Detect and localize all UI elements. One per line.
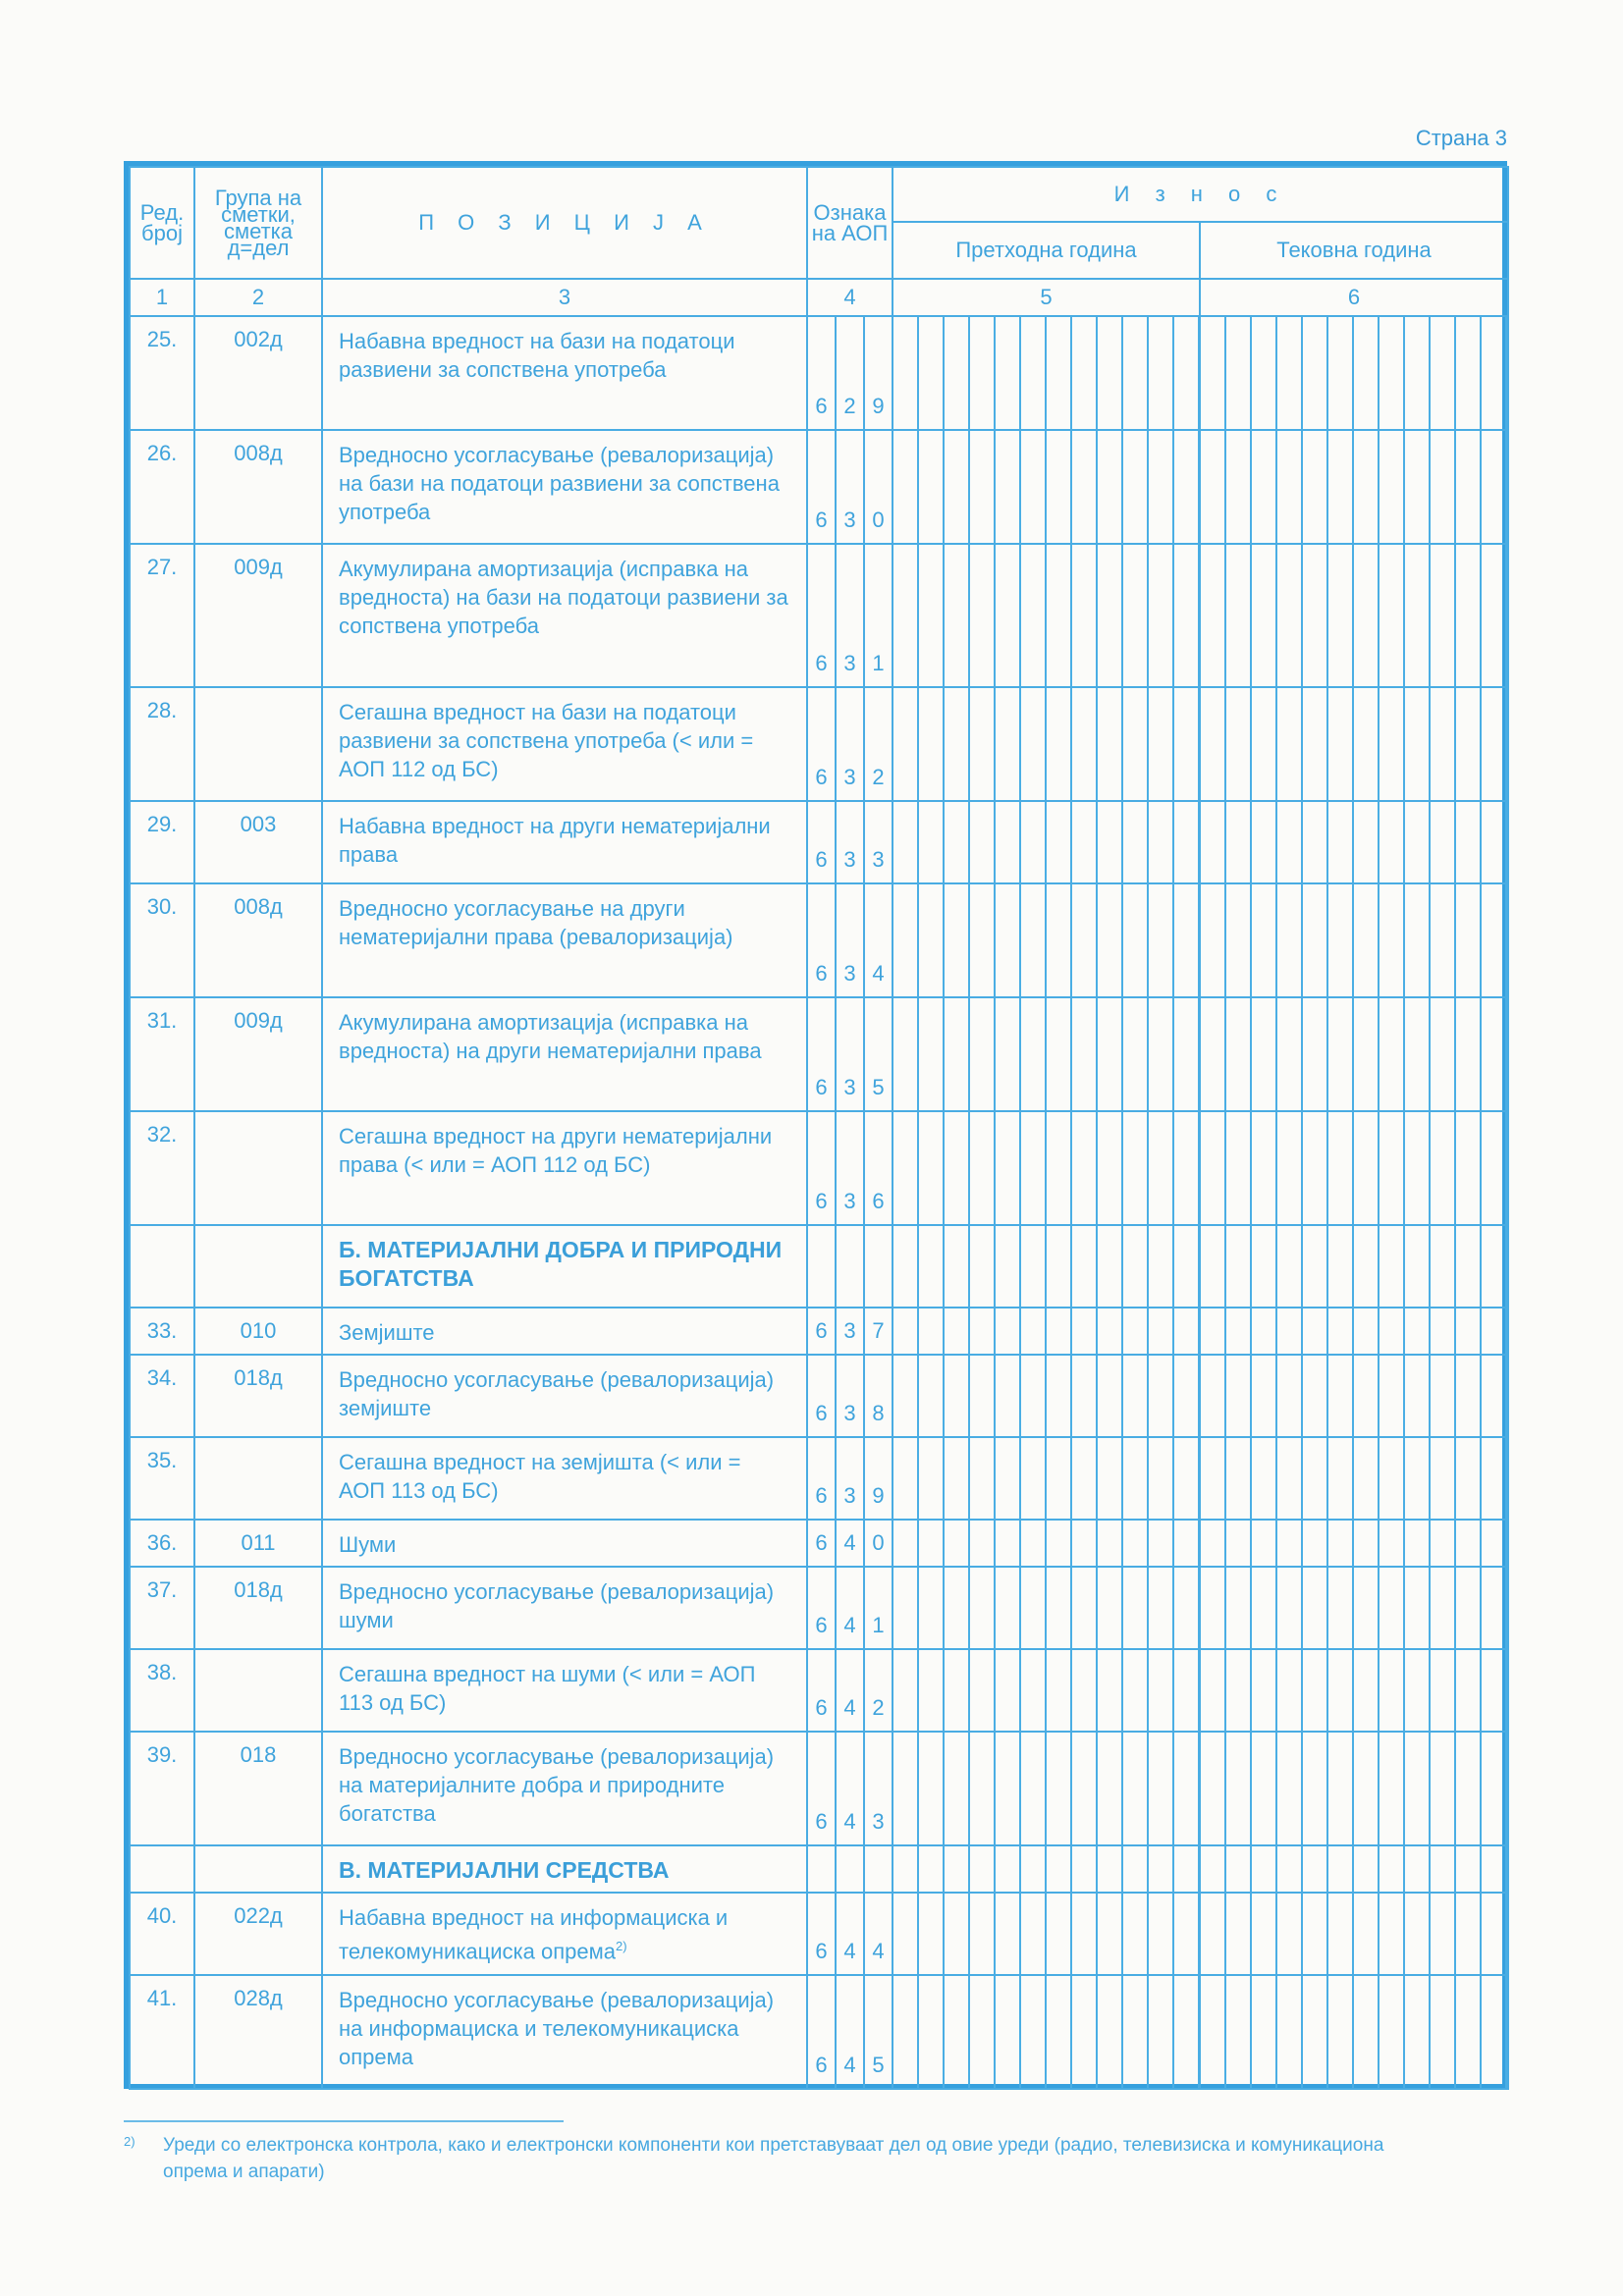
amount-current-year-field[interactable] [1200,544,1508,687]
position-text [322,1975,807,2089]
table-row [130,1732,1508,1845]
amount-previous-year-field[interactable] [893,430,1200,544]
amount-current-year-field[interactable] [1200,1893,1508,1975]
aop-digit: 2 [864,687,893,801]
account-group [194,1845,322,1893]
table-row [130,1355,1508,1437]
aop-digit: 7 [864,1308,893,1355]
position-label: Вредносно усогласување (ревалоризација) на материјалните добра и природните богатства [339,1744,775,1826]
header-row-number: Ред. број [130,167,194,279]
aop-digit: 4 [836,1732,864,1845]
aop-digit: 6 [807,316,836,430]
table-row [130,883,1508,997]
amount-current-year-field[interactable] [1200,1308,1508,1355]
amount-previous-year-field[interactable] [893,1845,1200,1893]
amount-current-year-field[interactable] [1200,1567,1508,1649]
position-label: Набавна вредност на бази на податоци развиени за сопствена употреба [339,329,735,382]
footnote [124,2132,1400,2185]
amount-previous-year-field[interactable] [893,1567,1200,1649]
row-number: 28. [130,687,194,801]
amount-current-year-field[interactable] [1200,801,1508,883]
aop-digit [864,1225,893,1308]
position-text [322,1649,807,1732]
column-number: 3 [322,279,807,316]
account-group [194,1225,322,1308]
footnote-text: Уреди со електронска контрола, како и електронски компоненти кои претставуваат дел од овие уреди (радио, телевизиска и комуникациона опрема и апарати) [163,2135,1384,2182]
amount-current-year-field[interactable] [1200,1111,1508,1225]
aop-digit: 6 [807,801,836,883]
position-text [322,997,807,1111]
amount-current-year-field[interactable] [1200,1649,1508,1732]
column-number: 6 [1200,279,1508,316]
row-number: 29. [130,801,194,883]
table-row [130,544,1508,687]
amount-current-year-field[interactable] [1200,1845,1508,1893]
footnote-reference: 2) [616,1939,627,1953]
header-account-group: Група на сметки, сметка д=дел [194,167,322,279]
account-group: 008д [194,430,322,544]
account-group [194,687,322,801]
amount-previous-year-field[interactable] [893,1893,1200,1975]
account-group: 022д [194,1893,322,1975]
aop-digit: 4 [864,883,893,997]
footnote-divider [124,2120,564,2122]
header-position: П О З И Ц И Ј А [322,167,807,279]
aop-digit: 3 [836,1111,864,1225]
aop-digit: 4 [836,1893,864,1975]
aop-digit: 9 [864,1437,893,1520]
account-group: 008д [194,883,322,997]
account-group: 002д [194,316,322,430]
aop-digit: 4 [836,1567,864,1649]
position-label: Вредносно усогласување (ревалоризација) на бази на податоци развиени за сопствена употреба [339,443,780,524]
aop-digit: 4 [836,1520,864,1567]
column-number: 4 [807,279,893,316]
amount-current-year-field[interactable] [1200,430,1508,544]
aop-digit: 6 [807,1111,836,1225]
position-label: Сегашна вредност на земјишта (< или = АОП 113 од БС) [339,1450,741,1503]
position-text [322,1437,807,1520]
row-number [130,1225,194,1308]
amount-previous-year-field[interactable] [893,1308,1200,1355]
row-number: 39. [130,1732,194,1845]
amount-current-year-field[interactable] [1200,997,1508,1111]
row-number: 30. [130,883,194,997]
aop-digit: 1 [864,1567,893,1649]
header-column-numbers [130,279,1508,316]
table-row [130,1649,1508,1732]
aop-digit: 6 [807,1520,836,1567]
position-text [322,544,807,687]
position-text [322,1732,807,1845]
aop-digit: 6 [807,1893,836,1975]
aop-digit: 6 [807,1355,836,1437]
account-group: 009д [194,997,322,1111]
section-heading-row [130,1225,1508,1308]
amount-previous-year-field[interactable] [893,1111,1200,1225]
row-number: 34. [130,1355,194,1437]
aop-digit: 6 [807,544,836,687]
aop-digit [807,1845,836,1893]
row-number: 31. [130,997,194,1111]
aop-digit: 6 [807,1308,836,1355]
table-row [130,430,1508,544]
aop-digit: 6 [807,883,836,997]
aop-digit: 6 [807,687,836,801]
aop-digit: 6 [807,997,836,1111]
aop-digit: 5 [864,1975,893,2089]
section-title [322,1225,807,1308]
amount-current-year-field[interactable] [1200,1437,1508,1520]
account-group: 009д [194,544,322,687]
account-group: 028д [194,1975,322,2089]
aop-digit: 3 [836,1308,864,1355]
aop-digit: 0 [864,430,893,544]
aop-digit: 5 [864,997,893,1111]
position-label: Шуми [339,1532,397,1557]
position-text [322,430,807,544]
aop-digit: 3 [836,997,864,1111]
header-previous-year: Претходна година [893,222,1200,279]
aop-digit: 3 [836,1437,864,1520]
aop-digit: 9 [864,316,893,430]
position-label: В. МАТЕРИЈАЛНИ СРЕДСТВА [339,1857,670,1883]
amount-current-year-field[interactable] [1200,1732,1508,1845]
page-number: Страна 3 [1415,126,1507,150]
header-aop-code: Ознака на АОП [807,167,893,279]
position-label: Акумулирана амортизација (исправка на вредноста) на бази на податоци развиени за сопствена употреба [339,557,788,638]
amount-current-year-field[interactable] [1200,1520,1508,1567]
table-row [130,1308,1508,1355]
account-group: 003 [194,801,322,883]
account-group: 018д [194,1567,322,1649]
account-group: 011 [194,1520,322,1567]
section-heading-row [130,1845,1508,1893]
row-number [130,1845,194,1893]
aop-digit: 3 [836,687,864,801]
amount-previous-year-field[interactable] [893,1520,1200,1567]
position-label: Сегашна вредност на бази на податоци развиени за сопствена употреба (< или = АОП 112 од БС) [339,700,754,781]
row-number: 27. [130,544,194,687]
position-text [322,1111,807,1225]
aop-digit: 2 [836,316,864,430]
row-number: 38. [130,1649,194,1732]
position-label: Набавна вредност на други нематеријални права [339,814,771,867]
amount-previous-year-field[interactable] [893,1225,1200,1308]
amount-current-year-field[interactable] [1200,687,1508,801]
aop-digit: 1 [864,544,893,687]
section-title [322,1845,807,1893]
header-row-top [130,167,1508,222]
row-number: 36. [130,1520,194,1567]
account-group [194,1649,322,1732]
position-label: Вредносно усогласување (ревалоризација) земјиште [339,1367,775,1420]
aop-digit [836,1845,864,1893]
table-row [130,316,1508,430]
amount-previous-year-field[interactable] [893,997,1200,1111]
position-label: Акумулирана амортизација (исправка на вредноста) на други нематеријални права [339,1010,762,1063]
aop-digit: 2 [864,1649,893,1732]
aop-digit [807,1225,836,1308]
amount-previous-year-field[interactable] [893,1437,1200,1520]
aop-digit: 6 [807,1567,836,1649]
amount-previous-year-field[interactable] [893,1975,1200,2089]
aop-digit: 6 [807,1437,836,1520]
aop-digit: 6 [807,1975,836,2089]
amount-current-year-field[interactable] [1200,1975,1508,2089]
footnote-mark: 2) [124,2134,135,2149]
aop-form-table [124,161,1507,2089]
header-current-year: Тековна година [1200,222,1508,279]
header-amount: И з н о с [893,167,1508,222]
table-row [130,1437,1508,1520]
position-text [322,883,807,997]
aop-digit: 8 [864,1355,893,1437]
table-row [130,687,1508,801]
column-number: 1 [130,279,194,316]
table-row [130,1111,1508,1225]
table-row [130,1893,1508,1975]
row-number: 32. [130,1111,194,1225]
position-text [322,687,807,801]
account-group [194,1111,322,1225]
column-number: 5 [893,279,1200,316]
row-number: 41. [130,1975,194,2089]
aop-digit: 3 [836,801,864,883]
aop-digit: 0 [864,1520,893,1567]
aop-digit: 4 [836,1975,864,2089]
position-label: Вредносно усогласување (ревалоризација) шуми [339,1579,775,1632]
position-label: Набавна вредност на информациска и телекомуникациска опрема [339,1905,729,1964]
position-label: Б. МАТЕРИЈАЛНИ ДОБРА И ПРИРОДНИ БОГАТСТВА [339,1237,783,1291]
row-number: 26. [130,430,194,544]
aop-digit: 3 [864,1732,893,1845]
aop-digit: 3 [836,544,864,687]
row-number: 33. [130,1308,194,1355]
position-label: Сегашна вредност на други нематеријални права (< или = АОП 112 од БС) [339,1124,773,1177]
aop-digit: 3 [836,1355,864,1437]
position-text [322,801,807,883]
account-group: 018д [194,1355,322,1437]
aop-digit: 4 [864,1893,893,1975]
row-number: 35. [130,1437,194,1520]
amount-previous-year-field[interactable] [893,544,1200,687]
position-text [322,1567,807,1649]
row-number: 37. [130,1567,194,1649]
amount-current-year-field[interactable] [1200,1355,1508,1437]
aop-digit: 6 [807,1649,836,1732]
amount-previous-year-field[interactable] [893,1649,1200,1732]
table-row [130,1975,1508,2089]
column-number: 2 [194,279,322,316]
position-text [322,1520,807,1567]
amount-current-year-field[interactable] [1200,316,1508,430]
account-group [194,1437,322,1520]
amount-previous-year-field[interactable] [893,1355,1200,1437]
row-number: 40. [130,1893,194,1975]
position-text [322,1308,807,1355]
table-row [130,1567,1508,1649]
amount-current-year-field[interactable] [1200,883,1508,997]
table-row [130,1520,1508,1567]
aop-digit: 3 [864,801,893,883]
aop-digit [864,1845,893,1893]
position-text [322,316,807,430]
aop-digit: 6 [864,1111,893,1225]
amount-current-year-field[interactable] [1200,1225,1508,1308]
row-number: 25. [130,316,194,430]
table-row [130,801,1508,883]
account-group: 010 [194,1308,322,1355]
account-group: 018 [194,1732,322,1845]
position-text [322,1355,807,1437]
aop-digit: 3 [836,883,864,997]
aop-digit: 3 [836,430,864,544]
amount-previous-year-field[interactable] [893,801,1200,883]
amount-previous-year-field[interactable] [893,687,1200,801]
table-row [130,997,1508,1111]
position-label: Вредносно усогласување на други нематеријални права (ревалоризација) [339,896,733,949]
aop-digit: 6 [807,1732,836,1845]
amount-previous-year-field[interactable] [893,316,1200,430]
amount-previous-year-field[interactable] [893,883,1200,997]
position-label: Земјиште [339,1320,435,1345]
position-label: Вредносно усогласување (ревалоризација) на информациска и телекомуникациска опрема [339,1988,775,2069]
aop-digit [836,1225,864,1308]
position-label: Сегашна вредност на шуми (< или = АОП 113 од БС) [339,1662,756,1715]
amount-previous-year-field[interactable] [893,1732,1200,1845]
aop-digit: 4 [836,1649,864,1732]
position-text [322,1893,807,1975]
aop-digit: 6 [807,430,836,544]
